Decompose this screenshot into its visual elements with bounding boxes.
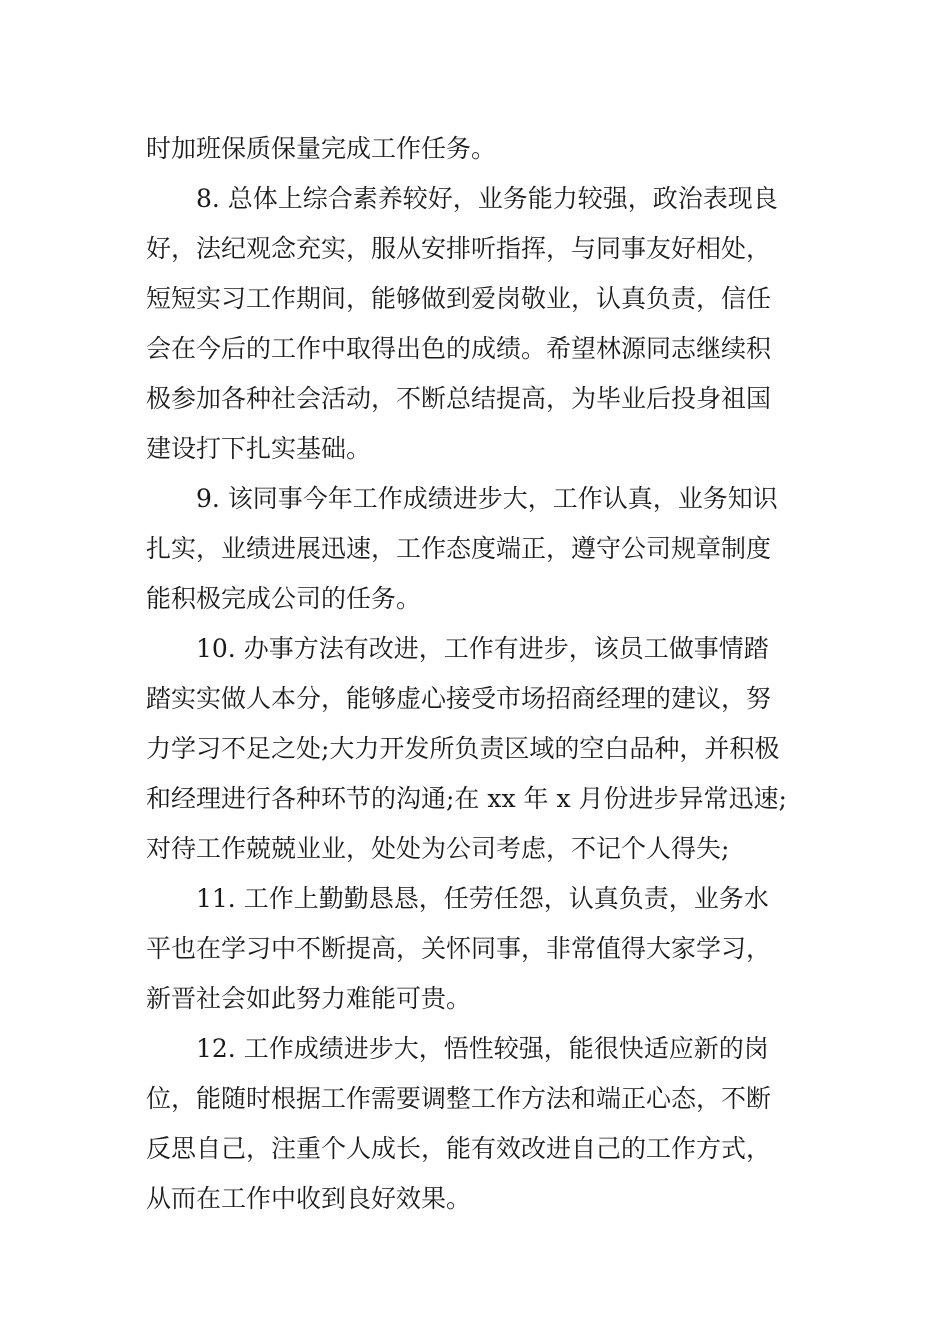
text-line: 8. 总体上综合素养较好，业务能力较强，政治表现良 — [196, 184, 778, 213]
text-line: 10. 办事方法有改进，工作有进步，该员工做事情踏 — [196, 634, 769, 663]
text-line: 好，法纪观念充实，服从安排听指挥，与同事友好相处， — [146, 234, 772, 263]
text-line: 新晋社会如此努力难能可贵。 — [146, 984, 472, 1013]
text-line: 和经理进行各种环节的沟通;在 xx 年 x 月份进步异常迅速; — [146, 784, 787, 813]
text-line: 力学习不足之处;大力开发所负责区域的空白品种，并积极 — [146, 734, 780, 763]
text-line: 9. 该同事今年工作成绩进步大，工作认真，业务知识 — [196, 484, 778, 513]
text-line: 平也在学习中不断提高，关怀同事，非常值得大家学习， — [146, 934, 772, 963]
text-line: 从而在工作中收到良好效果。 — [146, 1184, 472, 1213]
text-line: 对待工作兢兢业业，处处为公司考虑，不记个人得失; — [146, 834, 730, 863]
text-line: 短短实习工作期间，能够做到爱岗敬业，认真负责，信任 — [146, 284, 772, 313]
text-line: 建设打下扎实基础。 — [146, 434, 372, 463]
text-line: 会在今后的工作中取得出色的成绩。希望林源同志继续积 — [146, 334, 772, 363]
text-line: 能积极完成公司的任务。 — [146, 584, 422, 613]
text-line: 12. 工作成绩进步大，悟性较强，能很快适应新的岗 — [196, 1034, 769, 1063]
text-line: 时加班保质保量完成工作任务。 — [146, 134, 497, 163]
text-line: 位，能随时根据工作需要调整工作方法和端正心态，不断 — [146, 1084, 772, 1113]
text-line: 反思自己，注重个人成长，能有效改进自己的工作方式， — [146, 1134, 772, 1163]
text-line: 扎实，业绩进展迅速，工作态度端正，遵守公司规章制度 — [146, 534, 772, 563]
text-line: 11. 工作上勤勤恳恳，任劳任怨，认真负责，业务水 — [196, 884, 769, 913]
text-line: 极参加各种社会活动，不断总结提高，为毕业后投身祖国 — [146, 384, 772, 413]
text-line: 踏实实做人本分，能够虚心接受市场招商经理的建议，努 — [146, 684, 772, 713]
